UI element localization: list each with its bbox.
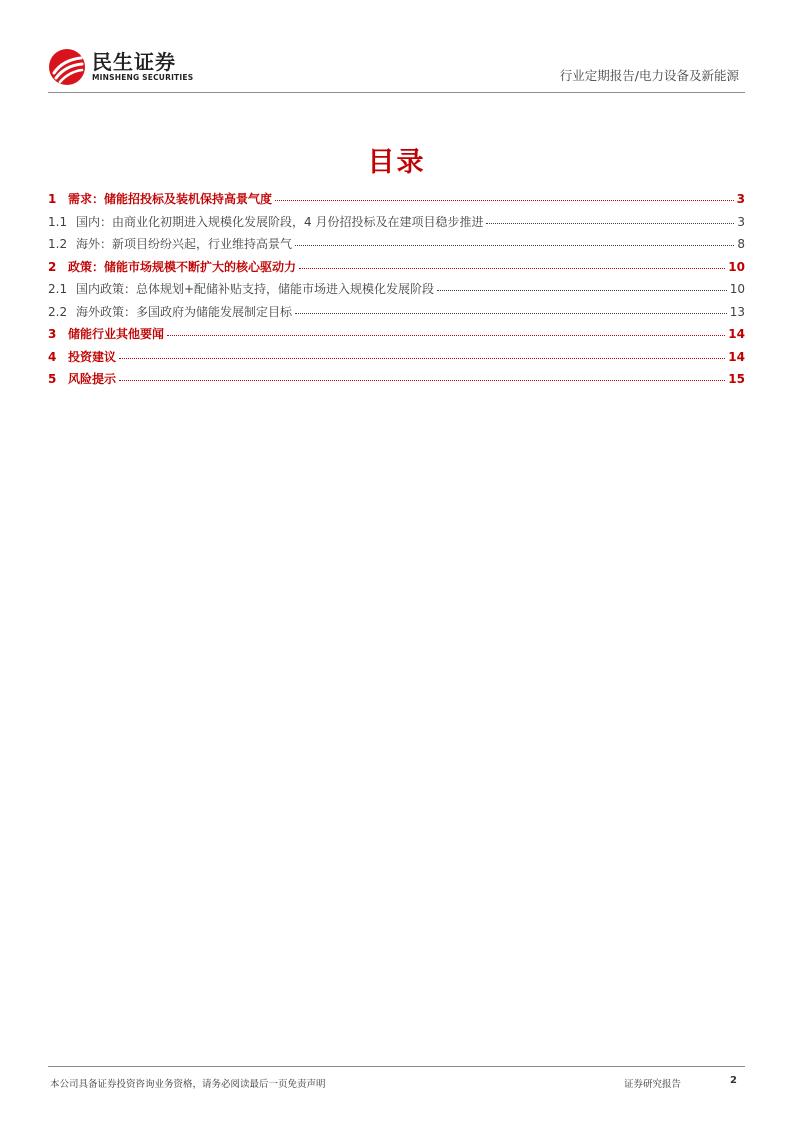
toc-entry-page: 3 bbox=[736, 192, 745, 206]
toc-entry-title: 海外政策：多国政府为储能发展制定目标 bbox=[76, 304, 293, 319]
table-of-contents bbox=[48, 190, 745, 393]
toc-entry-title: 需求：储能招投标及装机保持高景气度 bbox=[68, 192, 273, 206]
toc-dot-leader bbox=[437, 289, 727, 291]
toc-dot-leader bbox=[295, 312, 727, 314]
toc-entry-title: 风险提示 bbox=[68, 372, 117, 386]
company-logo bbox=[48, 44, 208, 88]
toc-entry-number: 1 bbox=[48, 192, 57, 206]
toc-entry-page: 13 bbox=[729, 304, 745, 319]
toc-entry-title: 储能行业其他要闻 bbox=[68, 327, 165, 341]
toc-entry-number: 3 bbox=[48, 327, 57, 341]
toc-entry-2-1[interactable] bbox=[48, 280, 745, 303]
toc-entry-page: 14 bbox=[728, 349, 745, 364]
toc-entry-number: 2.1 bbox=[48, 282, 68, 296]
toc-dot-leader bbox=[119, 379, 725, 381]
toc-entry-number: 1.2 bbox=[48, 237, 68, 251]
toc-dot-leader bbox=[486, 222, 734, 224]
minsheng-logo-icon bbox=[48, 48, 86, 86]
toc-entry-page: 10 bbox=[728, 259, 745, 274]
toc-entry-number: 1.1 bbox=[48, 214, 68, 229]
toc-entry-4[interactable] bbox=[48, 348, 745, 371]
toc-entry-number: 4 bbox=[48, 349, 57, 364]
toc-entry-1-1[interactable] bbox=[48, 213, 745, 236]
toc-dot-leader bbox=[119, 357, 725, 359]
toc-entry-2-2[interactable] bbox=[48, 303, 745, 326]
toc-dot-leader bbox=[299, 267, 725, 269]
toc-entry-2[interactable] bbox=[48, 258, 745, 281]
toc-entry-page: 3 bbox=[737, 214, 745, 229]
toc-entry-title: 投资建议 bbox=[68, 349, 117, 364]
toc-entry-page: 8 bbox=[737, 237, 745, 251]
toc-entry-title: 国内：由商业化初期进入规模化发展阶段，4 月份招投标及在建项目稳步推进 bbox=[76, 214, 484, 229]
toc-entry-page: 14 bbox=[728, 327, 745, 341]
page-footer bbox=[48, 1066, 745, 1090]
toc-entry-title: 海外：新项目纷纷兴起，行业维持高景气 bbox=[76, 237, 293, 251]
toc-dot-leader bbox=[167, 334, 725, 336]
toc-dot-leader bbox=[275, 199, 734, 201]
toc-dot-leader bbox=[295, 244, 734, 246]
footer-page-number: 2 bbox=[730, 1075, 737, 1086]
toc-entry-number: 2.2 bbox=[48, 304, 68, 319]
toc-entry-1-2[interactable] bbox=[48, 235, 745, 258]
toc-entry-page: 10 bbox=[729, 282, 745, 296]
toc-entry-page: 15 bbox=[728, 372, 745, 386]
toc-entry-title: 国内政策：总体规划+配储补贴支持，储能市场进入规模化发展阶段 bbox=[76, 282, 435, 296]
report-type-label: 行业定期报告/电力设备及新能源 bbox=[559, 68, 739, 83]
page-header bbox=[48, 44, 745, 93]
footer-doc-type: 证券研究报告 bbox=[623, 1079, 681, 1090]
toc-entry-3[interactable] bbox=[48, 325, 745, 348]
logo-chinese-name: 民生证券 bbox=[92, 50, 176, 74]
toc-entry-5[interactable] bbox=[48, 370, 745, 393]
toc-entry-title: 政策：储能市场规模不断扩大的核心驱动力 bbox=[68, 259, 297, 274]
toc-entry-number: 2 bbox=[48, 259, 57, 274]
toc-entry-number: 5 bbox=[48, 372, 57, 386]
toc-entry-1[interactable] bbox=[48, 190, 745, 213]
toc-title: 目录 bbox=[367, 147, 426, 178]
footer-disclaimer: 本公司具备证券投资咨询业务资格，请务必阅读最后一页免责声明 bbox=[50, 1079, 326, 1090]
logo-english-name: MINSHENG SECURITIES bbox=[92, 73, 194, 82]
